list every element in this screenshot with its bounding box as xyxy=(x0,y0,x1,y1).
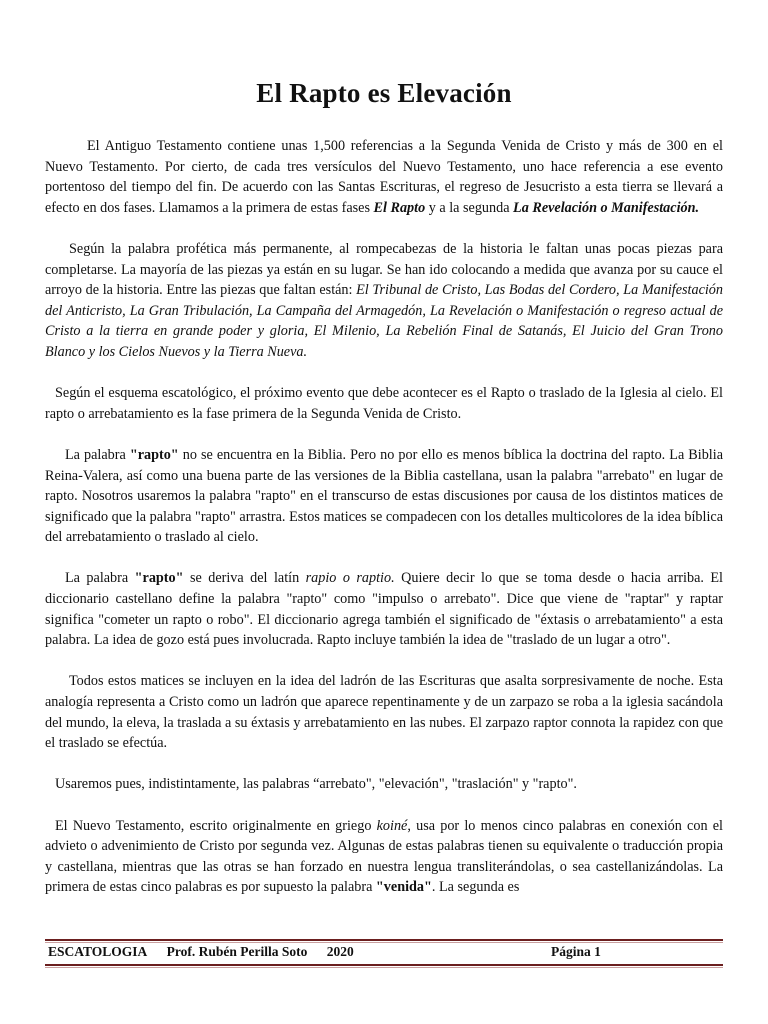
paragraph-text: Según la palabra profética más permanente, al rompecabezas de la historia le faltan unas pocas piezas para completarse. La mayoría de las piezas ya están en su lugar. Se han ido colocando a medida que avanza por su cauce el arroyo de la historia. Entre las piezas que faltan están: xyxy=(45,240,723,299)
paragraph-2 xyxy=(45,239,723,363)
page-footer xyxy=(45,944,723,964)
paragraph-text: no se encuentra en la Biblia. Pero no por ello es menos bíblica la doctrina del rapto. La Biblia Reina-Valera, así como una buena parte de las versiones de la Biblia castellana, usan la palabra "arrebato" en lugar de rapto. Nosotros usaremos la palabra "rapto" en el transcurso de estas discusiones por causa de los distintos matices de significado que la palabra "rapto" arrastra. Estos matices se compadecen con los detalles multicolores de la idea bíblica del arrebatamiento o traslado al cielo. xyxy=(45,446,723,546)
paragraph-text: El Nuevo Testamento, escrito originalmente en griego xyxy=(55,817,377,834)
paragraph-text: Quiere decir lo que se toma desde o hacia arriba. El diccionario castellano define la palabra "rapto" como "impulso o arrebato". Dice que viene de "raptar" y raptar significa "cometer un rapto o robo". El diccionario agrega también el significado de "éxtasis o arrebatamiento" a esta palabra. La idea de gozo está pues involucrada. Rapto incluye también la idea de "traslado de un lugar a otro". xyxy=(45,570,723,649)
footer-rule-bottom xyxy=(45,964,723,966)
paragraph-1 xyxy=(45,136,723,218)
bold-venida: "venida" xyxy=(375,879,432,896)
document-body xyxy=(45,136,723,898)
footer-subject: ESCATOLOGIA xyxy=(48,944,148,959)
footer-rule-top-light xyxy=(45,942,723,943)
paragraph-text: Usaremos pues, indistintamente, las palabras “arrebato", "elevación", "traslación" y "rapto". xyxy=(55,776,577,793)
paragraph-3 xyxy=(45,383,723,424)
paragraph-text: La palabra xyxy=(65,446,130,463)
footer-year: 2020 xyxy=(326,944,354,959)
paragraph-7 xyxy=(45,774,723,795)
footer-page-number: Página 1 xyxy=(551,944,601,959)
paragraph-text: . La segunda es xyxy=(431,879,520,896)
paragraph-8 xyxy=(45,816,723,898)
footer-rule-bottom-light xyxy=(45,967,723,968)
emphasis-el-rapto: El Rapto xyxy=(373,199,426,216)
paragraph-text: y a la segunda xyxy=(425,199,514,216)
footer-author: Prof. Rubén Perilla Soto xyxy=(166,944,308,959)
paragraph-6 xyxy=(45,671,723,753)
italic-latin: rapio o raptio. xyxy=(305,570,395,587)
emphasis-revelacion: La Revelación o Manifestación. xyxy=(513,199,700,216)
footer-left xyxy=(48,944,370,960)
paragraph-text: Según el esquema escatológico, el próximo evento que debe acontecer es el Rapto o traslado de la Iglesia al cielo. El rapto o arrebatamiento es la fase primera de la Segunda Venida de Cristo. xyxy=(45,385,723,422)
paragraph-text: La palabra xyxy=(65,570,135,587)
italic-event-list: El Tribunal de Cristo, Las Bodas del Cordero, La Manifestación del Anticristo, La Gran Tribulación, La Campaña del Armagedón, La Revelación o Manifestación o regreso actual de Cristo a la tierra en grande poder y gloria, El Milenio, La Rebelión Final de Satanás, El Juicio del Gran Trono Blanco y los Cielos Nuevos y la Tierra Nueva. xyxy=(45,282,723,360)
paragraph-text: , usa por lo menos cinco palabras en conexión con el advieto o advenimiento de Cristo por segunda vez. Algunas de estas palabras tienen su equivalente o traducción propia y castellana, mientras que las otras se han forzado en nuestra lengua transliterándolas, o sea castellanizándolas. La primera de estas cinco palabras es por supuesto la palabra xyxy=(45,817,723,896)
paragraph-text: El Antiguo Testamento contiene unas 1,500 referencias a la Segunda Venida de Cristo y más de 300 en el Nuevo Testamento. Por cierto, de cada tres versículos del Nuevo Testamento, uno hace referencia a ese evento portentoso del tiempo del fin. De acuerdo con las Santas Escrituras, el regreso de Jesucristo a esta tierra se llevará a efecto en dos fases. Llamamos a la primera de estas fases xyxy=(45,138,723,216)
paragraph-text: Todos estos matices se incluyen en la idea del ladrón de las Escrituras que asalta sorpresivamente de noche. Esta analogía representa a Cristo como un ladrón que aparece repentinamente y de un zarpazo se roba a la iglesia sacándola del mundo, la eleva, la traslada a su éxtasis y arrebatamiento en las nubes. El zarpazo raptor connota la rapidez con que el traslado se efectúa. xyxy=(45,673,723,752)
paragraph-text: se deriva del latín xyxy=(183,570,306,587)
page-title: El Rapto es Elevación xyxy=(256,78,512,108)
paragraph-5 xyxy=(45,568,723,650)
footer-rule-top xyxy=(45,939,723,941)
paragraph-4 xyxy=(45,445,723,548)
bold-rapto: "rapto" xyxy=(134,570,184,587)
italic-koine: koiné xyxy=(376,817,408,834)
bold-rapto: "rapto" xyxy=(129,446,179,463)
